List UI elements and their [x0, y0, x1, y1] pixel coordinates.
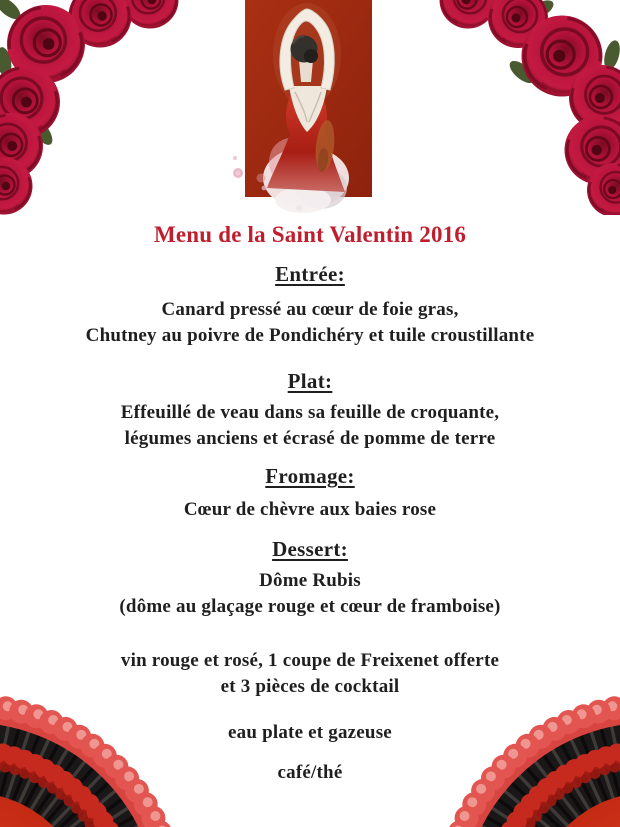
- course-item: (dôme au glaçage rouge et cœur de framboise): [119, 596, 501, 617]
- course-section-plat: [0, 369, 620, 452]
- page-title: Menu de la Saint Valentin 2016: [153, 222, 467, 247]
- course-item: Effeuillé de veau dans sa feuille de croquante,: [120, 402, 500, 423]
- drinks-line: vin rouge et rosé, 1 coupe de Freixenet offerte: [120, 650, 500, 671]
- course-title-entree: Entrée:: [275, 262, 345, 286]
- course-item: Dôme Rubis: [259, 570, 361, 591]
- course-section-entree: [0, 262, 620, 349]
- course-item: légumes anciens et écrasé de pomme de terre: [124, 428, 496, 449]
- drinks-line: et 3 pièces de cocktail: [220, 676, 400, 697]
- drinks-line: eau plate et gazeuse: [228, 722, 392, 743]
- course-item: Cœur de chèvre aux baies rose: [183, 499, 437, 520]
- course-title-plat: Plat:: [287, 369, 333, 393]
- course-section-fromage: [0, 464, 620, 523]
- course-item: Chutney au poivre de Pondichéry et tuile croustillante: [85, 325, 535, 346]
- drinks-line: café/thé: [277, 762, 343, 783]
- course-item: Canard pressé au cœur de foie gras,: [161, 299, 459, 320]
- course-section-dessert: [0, 537, 620, 620]
- course-title-fromage: Fromage:: [265, 464, 355, 488]
- course-title-dessert: Dessert:: [272, 537, 348, 561]
